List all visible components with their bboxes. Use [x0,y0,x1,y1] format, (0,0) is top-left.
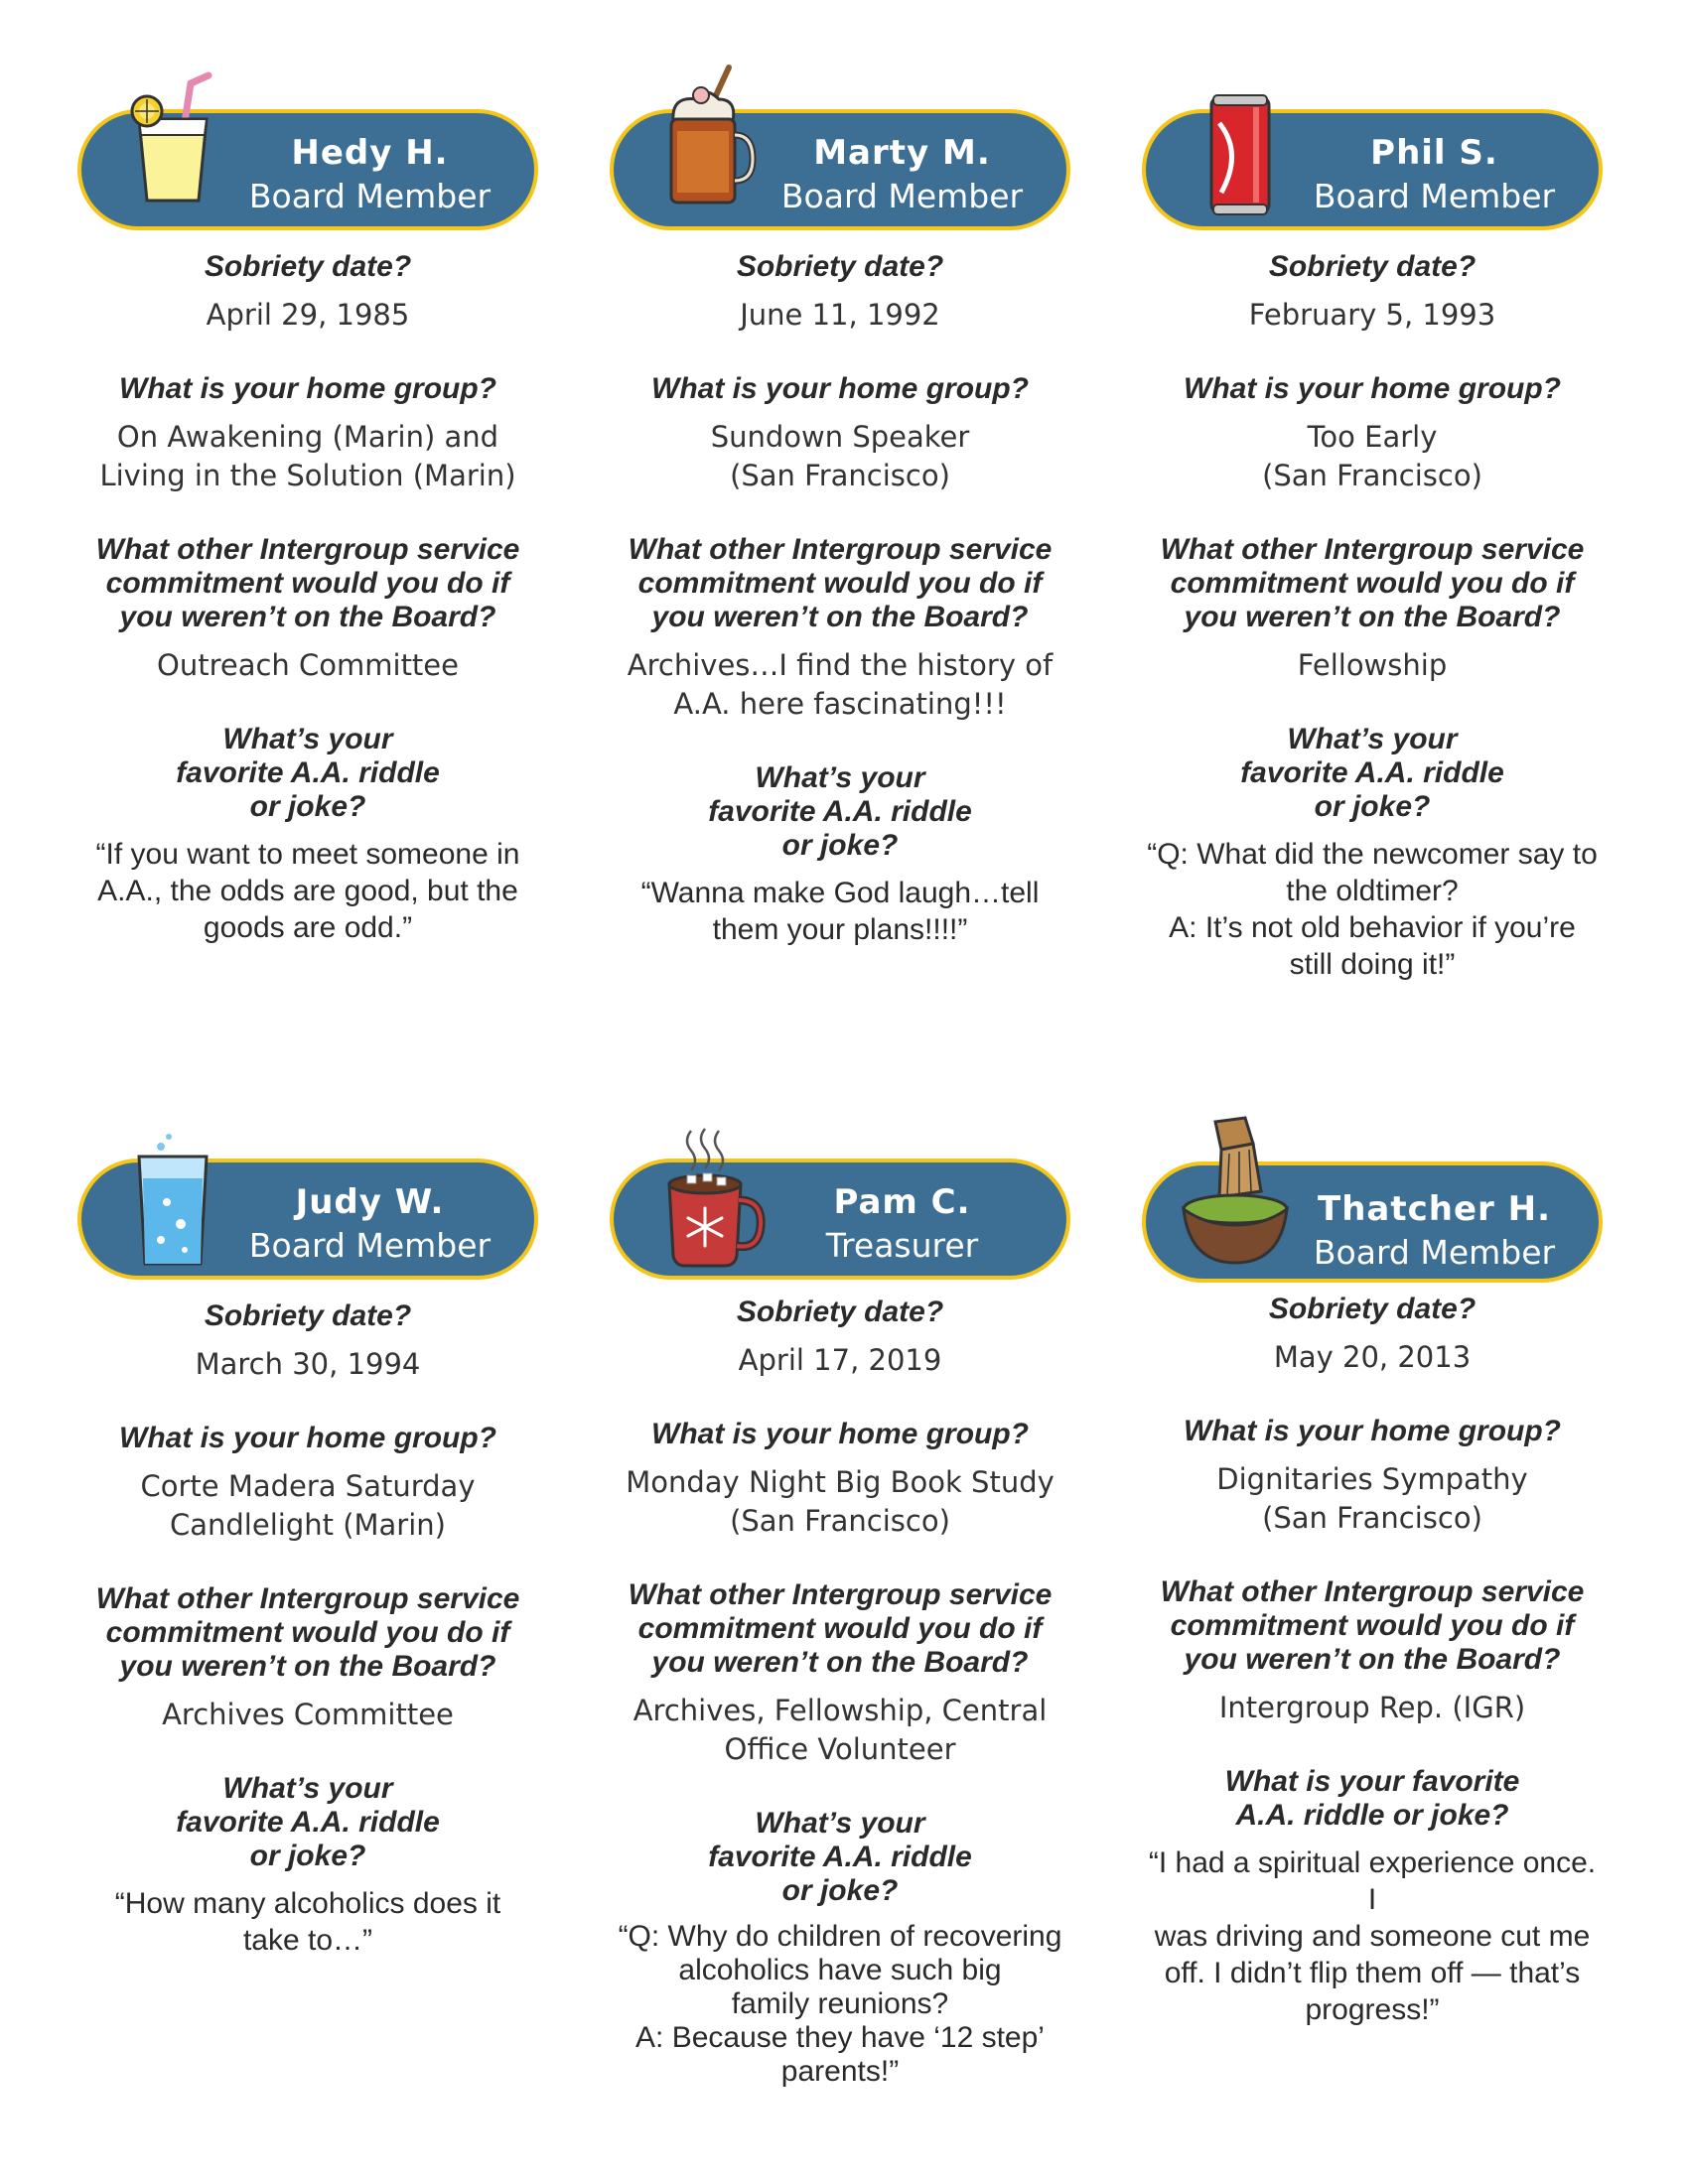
name-badge [77,1159,538,1280]
member-role: Board Member [780,177,1024,215]
soda-can-icon [1184,83,1293,232]
sobriety-date: June 11, 1992 [740,298,940,332]
home-group-question: What is your home group? [119,1422,496,1454]
service-answer: Outreach Committee [157,648,459,682]
member-role: Board Member [1313,1233,1556,1272]
home-group-answer: Dignitaries Sympathy (San Francisco) [1216,1462,1528,1535]
sobriety-date: February 5, 1993 [1248,298,1496,332]
name-badge [610,1159,1070,1280]
service-question: What other Intergroup service commitment would you do if you weren’t on the Board? [1160,1575,1585,1676]
member-name: Judy W. [295,1182,445,1222]
service-answer: Fellowship [1297,648,1448,682]
joke-answer: “I had a spiritual experience once. I was driving and someone cut me off. I didn’t flip them off — that’s progress!” [1148,1846,1597,2026]
member-answers [77,250,538,946]
member-role: Board Member [248,177,492,215]
member-role: Board Member [248,1226,492,1265]
lemonade-icon [119,62,228,210]
home-group-answer: Corte Madera Saturday Candlelight (Marin) [140,1469,476,1542]
sobriety-date: April 29, 1985 [206,298,410,332]
sobriety-question: Sobriety date? [204,250,412,283]
joke-answer: “Wanna make God laugh…tell them your plans!!!!” [640,877,1040,946]
joke-question: What’s your favorite A.A. riddle or joke? [1240,723,1504,823]
name-badge [1142,1161,1603,1283]
name-badge [610,109,1070,230]
sobriety-question: Sobriety date? [736,1296,944,1328]
name-badge [1142,109,1603,230]
sobriety-date: March 30, 1994 [195,1347,421,1381]
member-role: Board Member [1313,177,1556,215]
service-question: What other Intergroup service commitment would you do if you weren’t on the Board? [628,533,1053,633]
member-name: Pam C. [833,1182,971,1222]
matcha-bowl-icon [1176,1114,1295,1273]
member-answers [610,250,1070,948]
sobriety-date: April 17, 2019 [738,1343,942,1377]
home-group-answer: Monday Night Big Book Study (San Francisco) [626,1465,1055,1538]
sobriety-question: Sobriety date? [204,1299,412,1332]
service-question: What other Intergroup service commitment would you do if you weren’t on the Board? [628,1578,1053,1679]
joke-question: What’s your favorite A.A. riddle or joke? [708,1807,972,1907]
home-group-answer: Sundown Speaker (San Francisco) [710,420,970,492]
joke-answer: “Q: Why do children of recovering alcoholics have such big family reunions? A: Because they have ‘12 step’ parents!” [618,1920,1062,2088]
home-group-question: What is your home group? [651,372,1029,405]
service-answer: Archives…I find the history of A.A. here fascinating!!! [627,648,1054,721]
home-group-question: What is your home group? [1184,372,1561,405]
member-name: Hedy H. [291,133,449,173]
joke-question: What’s your favorite A.A. riddle or joke? [176,1772,440,1872]
member-name: Phil S. [1370,133,1498,173]
member-role: Treasurer [825,1226,979,1265]
sparkling-water-icon [119,1133,228,1282]
member-answers [610,1296,1070,2089]
home-group-answer: Too Early (San Francisco) [1262,420,1482,492]
joke-answer: “Q: What did the newcomer say to the oldtimer? A: It’s not old behavior if you’re still doing it!” [1147,838,1598,981]
joke-answer: “If you want to meet someone in A.A., the odds are good, but the goods are odd.” [95,838,520,944]
member-answers [1142,1293,1603,2028]
home-group-answer: On Awakening (Marin) and Living in the Solution (Marin) [99,420,516,492]
member-answers [77,1299,538,1959]
service-question: What other Intergroup service commitment would you do if you weren’t on the Board? [1160,533,1585,633]
service-question: What other Intergroup service commitment would you do if you weren’t on the Board? [95,1582,520,1683]
service-question: What other Intergroup service commitment would you do if you weren’t on the Board? [95,533,520,633]
name-badge [77,109,538,230]
service-answer: Intergroup Rep. (IGR) [1218,1691,1526,1724]
sobriety-question: Sobriety date? [1268,1293,1477,1325]
joke-question: What’s your favorite A.A. riddle or joke? [708,761,972,862]
sobriety-question: Sobriety date? [736,250,944,283]
member-name: Thatcher H. [1318,1189,1551,1229]
sobriety-date: May 20, 2013 [1273,1340,1472,1374]
home-group-question: What is your home group? [651,1418,1029,1450]
home-group-question: What is your home group? [1184,1415,1561,1447]
home-group-question: What is your home group? [119,372,496,405]
service-answer: Archives Committee [162,1698,454,1731]
joke-answer: “How many alcoholics does it take to…” [114,1887,501,1957]
sobriety-question: Sobriety date? [1268,250,1477,283]
member-answers [1142,250,1603,983]
service-answer: Archives, Fellowship, Central Office Volunteer [633,1694,1048,1766]
joke-question: What’s your favorite A.A. riddle or joke? [176,723,440,823]
joke-question: What is your favorite A.A. riddle or joke? [1224,1765,1520,1832]
root-beer-float-icon [651,62,761,210]
member-name: Marty M. [813,133,991,173]
